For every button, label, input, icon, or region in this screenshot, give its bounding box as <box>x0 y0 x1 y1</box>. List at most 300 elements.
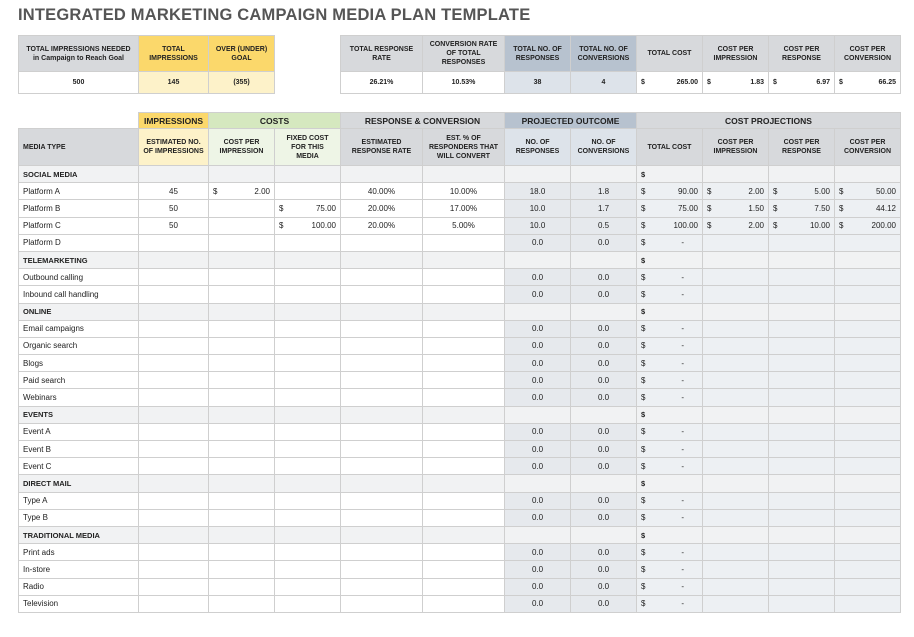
est-convert-cell[interactable] <box>423 441 505 458</box>
no-conversions-cell: 0.0 <box>571 286 637 303</box>
section-cell <box>835 406 901 423</box>
no-responses-cell: 0.0 <box>505 458 571 475</box>
table-row <box>19 234 901 251</box>
fixed-cost-cell[interactable] <box>275 492 341 509</box>
section-cell <box>703 251 769 268</box>
currency-symbol: $ <box>641 238 646 248</box>
section-cell <box>505 251 571 268</box>
section-cell <box>139 166 209 183</box>
section-cell <box>769 251 835 268</box>
amount: 100.00 <box>311 221 336 231</box>
no-responses-cell: 0.0 <box>505 595 571 612</box>
est-impressions-cell[interactable] <box>139 269 209 286</box>
media-type-cell: Platform B <box>19 200 139 217</box>
amount: 10.00 <box>809 221 830 231</box>
currency-symbol: $ <box>641 410 646 420</box>
total-cost-cell <box>637 423 703 440</box>
est-convert-cell[interactable] <box>423 389 505 406</box>
media-type-cell: Inbound call handling <box>19 286 139 303</box>
est-impressions-cell[interactable] <box>139 355 209 372</box>
est-impressions-cell[interactable] <box>139 561 209 578</box>
fixed-cost-cell[interactable] <box>275 544 341 561</box>
total-cost-cell <box>637 234 703 251</box>
est-response-rate-cell[interactable] <box>341 595 423 612</box>
summary-header-cost-per-response: COST PER RESPONSE <box>769 36 835 72</box>
fixed-cost-cell[interactable] <box>275 337 341 354</box>
proj-cost-response-cell <box>769 320 835 337</box>
fixed-cost-cell[interactable] <box>275 217 341 234</box>
fixed-cost-cell[interactable] <box>275 355 341 372</box>
table-row <box>19 320 901 337</box>
fixed-cost-cell[interactable] <box>275 286 341 303</box>
table-row <box>19 389 901 406</box>
no-responses-cell: 0.0 <box>505 286 571 303</box>
group-projected-outcome: PROJECTED OUTCOME <box>505 113 637 129</box>
no-responses-cell: 0.0 <box>505 389 571 406</box>
section-cell <box>275 526 341 543</box>
est-convert-cell[interactable]: 5.00% <box>423 217 505 234</box>
est-convert-cell[interactable] <box>423 337 505 354</box>
currency-symbol: $ <box>641 358 646 368</box>
no-responses-cell: 10.0 <box>505 200 571 217</box>
est-impressions-cell[interactable]: 45 <box>139 183 209 200</box>
cost-per-impression-cell[interactable] <box>209 561 275 578</box>
currency-symbol: $ <box>641 582 646 592</box>
amount: 100.00 <box>673 221 698 231</box>
est-impressions-cell[interactable] <box>139 509 209 526</box>
currency-symbol: $ <box>773 203 778 213</box>
summary-table <box>18 35 901 94</box>
proj-cost-response-cell <box>769 458 835 475</box>
currency-symbol: $ <box>839 186 844 196</box>
group-costs: COSTS <box>209 113 341 129</box>
cost-per-impression-cell[interactable] <box>209 423 275 440</box>
est-impressions-cell[interactable] <box>139 320 209 337</box>
cost-per-impression-cell[interactable] <box>209 509 275 526</box>
est-convert-cell[interactable] <box>423 544 505 561</box>
media-type-cell: Event C <box>19 458 139 475</box>
proj-cost-conversion-cell <box>835 441 901 458</box>
fixed-cost-cell[interactable] <box>275 183 341 200</box>
amount: - <box>681 324 684 334</box>
proj-cost-conversion-cell <box>835 355 901 372</box>
proj-cost-impression-cell <box>703 200 769 217</box>
summary-total-cost-amount: 265.00 <box>676 79 698 86</box>
est-response-rate-cell[interactable] <box>341 269 423 286</box>
section-cell <box>341 526 423 543</box>
no-conversions-cell: 1.7 <box>571 200 637 217</box>
total-cost-cell <box>637 509 703 526</box>
no-conversions-cell: 0.0 <box>571 337 637 354</box>
no-responses-cell: 0.0 <box>505 423 571 440</box>
currency-symbol: $ <box>641 203 646 213</box>
est-convert-cell[interactable] <box>423 561 505 578</box>
est-impressions-cell[interactable]: 50 <box>139 200 209 217</box>
table-row <box>19 355 901 372</box>
section-cell <box>423 475 505 492</box>
summary-value-total-impressions: 145 <box>139 72 209 94</box>
section-cell <box>505 475 571 492</box>
est-response-rate-cell[interactable] <box>341 423 423 440</box>
fixed-cost-cell[interactable] <box>275 269 341 286</box>
est-response-rate-cell[interactable] <box>341 234 423 251</box>
summary-value-conversion-rate: 10.53% <box>423 72 505 94</box>
est-response-rate-cell[interactable] <box>341 509 423 526</box>
est-convert-cell[interactable] <box>423 234 505 251</box>
proj-cost-conversion-cell <box>835 286 901 303</box>
est-impressions-cell[interactable] <box>139 423 209 440</box>
fixed-cost-cell[interactable] <box>275 389 341 406</box>
cost-per-impression-cell[interactable] <box>209 441 275 458</box>
fixed-cost-cell[interactable] <box>275 509 341 526</box>
section-cell <box>341 251 423 268</box>
amount: - <box>681 444 684 454</box>
fixed-cost-cell[interactable] <box>275 200 341 217</box>
est-response-rate-cell[interactable]: 40.00% <box>341 183 423 200</box>
currency-symbol: $ <box>839 221 844 231</box>
cost-per-impression-cell[interactable] <box>209 578 275 595</box>
est-response-rate-cell[interactable] <box>341 320 423 337</box>
col-proj-cost-impression: COST PER IMPRESSION <box>703 129 769 166</box>
currency-symbol: $ <box>641 255 646 265</box>
cost-per-impression-cell[interactable] <box>209 320 275 337</box>
proj-cost-conversion-cell <box>835 509 901 526</box>
summary-value-total-needed[interactable]: 500 <box>19 72 139 94</box>
section-label: TRADITIONAL MEDIA <box>19 526 139 543</box>
no-conversions-cell: 0.0 <box>571 372 637 389</box>
section-cell <box>209 166 275 183</box>
cost-per-impression-cell[interactable] <box>209 492 275 509</box>
group-response-conversion: RESPONSE & CONVERSION <box>341 113 505 129</box>
currency-symbol: $ <box>641 186 646 196</box>
summary-value-total-conversions: 4 <box>571 72 637 94</box>
est-convert-cell[interactable] <box>423 509 505 526</box>
section-label: ONLINE <box>19 303 139 320</box>
cost-per-impression-cell[interactable] <box>209 183 275 200</box>
no-responses-cell: 0.0 <box>505 561 571 578</box>
col-fixed-cost: FIXED COST FOR THIS MEDIA <box>275 129 341 166</box>
section-cell <box>209 475 275 492</box>
table-row <box>19 509 901 526</box>
est-impressions-cell[interactable] <box>139 458 209 475</box>
est-convert-cell[interactable] <box>423 492 505 509</box>
est-impressions-cell[interactable] <box>139 286 209 303</box>
cost-per-impression-cell[interactable] <box>209 372 275 389</box>
fixed-cost-cell[interactable] <box>275 372 341 389</box>
amount: 90.00 <box>677 186 698 196</box>
table-row <box>19 578 901 595</box>
section-label: DIRECT MAIL <box>19 475 139 492</box>
proj-cost-response-cell <box>769 269 835 286</box>
currency-symbol: $ <box>641 341 646 351</box>
fixed-cost-cell[interactable] <box>275 320 341 337</box>
proj-cost-impression-cell <box>703 217 769 234</box>
cost-per-impression-cell[interactable] <box>209 286 275 303</box>
section-cell <box>505 526 571 543</box>
currency-symbol: $ <box>641 375 646 385</box>
col-no-conversions: NO. OF CONVERSIONS <box>571 129 637 166</box>
section-cell <box>423 303 505 320</box>
no-conversions-cell: 0.0 <box>571 578 637 595</box>
no-responses-cell: 0.0 <box>505 509 571 526</box>
est-impressions-cell[interactable] <box>139 234 209 251</box>
section-cell <box>703 526 769 543</box>
est-response-rate-cell[interactable] <box>341 492 423 509</box>
table-row <box>19 423 901 440</box>
est-convert-cell[interactable] <box>423 320 505 337</box>
summary-value-over-under: (355) <box>209 72 275 94</box>
no-conversions-cell: 0.0 <box>571 595 637 612</box>
proj-cost-impression-cell <box>703 372 769 389</box>
no-conversions-cell: 0.0 <box>571 423 637 440</box>
section-label: SOCIAL MEDIA <box>19 166 139 183</box>
total-cost-cell <box>637 286 703 303</box>
fixed-cost-cell[interactable] <box>275 441 341 458</box>
no-conversions-cell: 0.5 <box>571 217 637 234</box>
section-cell <box>637 475 703 492</box>
cost-per-impression-cell[interactable] <box>209 389 275 406</box>
fixed-cost-cell[interactable] <box>275 595 341 612</box>
currency-symbol: $ <box>773 79 777 86</box>
fixed-cost-cell[interactable] <box>275 578 341 595</box>
currency-symbol: $ <box>279 203 284 213</box>
section-cell <box>769 475 835 492</box>
est-response-rate-cell[interactable] <box>341 355 423 372</box>
proj-cost-conversion-cell <box>835 544 901 561</box>
currency-symbol: $ <box>641 393 646 403</box>
section-cell <box>341 303 423 320</box>
proj-cost-conversion-cell <box>835 595 901 612</box>
est-convert-cell[interactable]: 10.00% <box>423 183 505 200</box>
total-cost-cell <box>637 372 703 389</box>
cost-per-impression-cell[interactable] <box>209 217 275 234</box>
media-type-cell: Type B <box>19 509 139 526</box>
table-row <box>19 441 901 458</box>
media-type-cell: Paid search <box>19 372 139 389</box>
currency-symbol: $ <box>279 221 284 231</box>
table-row <box>19 217 901 234</box>
no-responses-cell: 18.0 <box>505 183 571 200</box>
cost-per-impression-cell[interactable] <box>209 595 275 612</box>
est-convert-cell[interactable] <box>423 286 505 303</box>
est-response-rate-cell[interactable] <box>341 544 423 561</box>
media-type-cell: Webinars <box>19 389 139 406</box>
amount: 50.00 <box>875 186 896 196</box>
currency-symbol: $ <box>641 547 646 557</box>
currency-symbol: $ <box>641 307 646 317</box>
proj-cost-conversion-cell <box>835 423 901 440</box>
cost-per-impression-cell[interactable] <box>209 234 275 251</box>
amount: 7.50 <box>814 203 830 213</box>
currency-symbol: $ <box>641 444 646 454</box>
section-cell <box>275 406 341 423</box>
cost-per-impression-cell[interactable] <box>209 355 275 372</box>
amount: 75.00 <box>677 203 698 213</box>
est-impressions-cell[interactable] <box>139 441 209 458</box>
est-response-rate-cell[interactable] <box>341 578 423 595</box>
est-impressions-cell[interactable] <box>139 372 209 389</box>
est-response-rate-cell[interactable] <box>341 561 423 578</box>
cost-per-impression-cell[interactable] <box>209 544 275 561</box>
table-row <box>19 372 901 389</box>
est-response-rate-cell[interactable] <box>341 458 423 475</box>
currency-symbol: $ <box>707 203 712 213</box>
summary-cpr-amount: 6.97 <box>816 79 830 86</box>
summary-header-total-needed: TOTAL IMPRESSIONS NEEDED in Campaign to Reach Goal <box>19 36 139 72</box>
proj-cost-response-cell <box>769 183 835 200</box>
proj-cost-conversion-cell <box>835 561 901 578</box>
amount: - <box>681 547 684 557</box>
amount: - <box>681 289 684 299</box>
proj-cost-response-cell <box>769 561 835 578</box>
currency-symbol: $ <box>641 530 646 540</box>
cost-per-impression-cell[interactable] <box>209 458 275 475</box>
section-cell <box>275 166 341 183</box>
amount: - <box>681 238 684 248</box>
cost-per-impression-cell[interactable] <box>209 269 275 286</box>
proj-cost-response-cell <box>769 234 835 251</box>
section-cell <box>769 303 835 320</box>
section-cell <box>769 166 835 183</box>
amount: 2.00 <box>254 186 270 196</box>
summary-header-response-rate: TOTAL RESPONSE RATE <box>341 36 423 72</box>
no-conversions-cell: 1.8 <box>571 183 637 200</box>
section-cell <box>571 166 637 183</box>
no-conversions-cell: 0.0 <box>571 509 637 526</box>
total-cost-cell <box>637 355 703 372</box>
proj-cost-response-cell <box>769 544 835 561</box>
proj-cost-conversion-cell <box>835 372 901 389</box>
est-response-rate-cell[interactable] <box>341 372 423 389</box>
no-responses-cell: 0.0 <box>505 578 571 595</box>
section-cell <box>505 303 571 320</box>
est-convert-cell[interactable] <box>423 595 505 612</box>
fixed-cost-cell[interactable] <box>275 423 341 440</box>
summary-header-total-impressions: TOTAL IMPRESSIONS <box>139 36 209 72</box>
currency-symbol: $ <box>773 186 778 196</box>
summary-header-total-responses: TOTAL NO. OF RESPONSES <box>505 36 571 72</box>
section-cell <box>703 406 769 423</box>
col-proj-cost-conversion: COST PER CONVERSION <box>835 129 901 166</box>
proj-cost-impression-cell <box>703 458 769 475</box>
summary-header-cost-per-impression: COST PER IMPRESSION <box>703 36 769 72</box>
no-conversions-cell: 0.0 <box>571 458 637 475</box>
proj-cost-conversion-cell <box>835 320 901 337</box>
media-type-cell: Blogs <box>19 355 139 372</box>
media-type-cell: Television <box>19 595 139 612</box>
no-responses-cell: 0.0 <box>505 234 571 251</box>
est-response-rate-cell[interactable] <box>341 389 423 406</box>
est-convert-cell[interactable] <box>423 355 505 372</box>
proj-cost-impression-cell <box>703 441 769 458</box>
est-convert-cell[interactable] <box>423 458 505 475</box>
amount: - <box>681 461 684 471</box>
col-est-response-rate: ESTIMATED RESPONSE RATE <box>341 129 423 166</box>
est-impressions-cell[interactable] <box>139 492 209 509</box>
section-cell <box>423 526 505 543</box>
est-response-rate-cell[interactable] <box>341 441 423 458</box>
summary-cpi-amount: 1.83 <box>750 79 764 86</box>
table-row <box>19 286 901 303</box>
proj-cost-conversion-cell <box>835 217 901 234</box>
est-impressions-cell[interactable] <box>139 337 209 354</box>
summary-value-cost-per-conversion <box>835 72 901 94</box>
col-est-impressions: ESTIMATED NO. OF IMPRESSIONS <box>139 129 209 166</box>
est-impressions-cell[interactable] <box>139 595 209 612</box>
est-response-rate-cell[interactable]: 20.00% <box>341 217 423 234</box>
section-cell <box>209 251 275 268</box>
table-row <box>19 458 901 475</box>
section-cell <box>637 303 703 320</box>
est-response-rate-cell[interactable] <box>341 286 423 303</box>
total-cost-cell <box>637 578 703 595</box>
page-title: INTEGRATED MARKETING CAMPAIGN MEDIA PLAN TEMPLATE <box>18 6 531 24</box>
no-conversions-cell: 0.0 <box>571 544 637 561</box>
est-convert-cell[interactable] <box>423 372 505 389</box>
est-impressions-cell[interactable] <box>139 389 209 406</box>
proj-cost-impression-cell <box>703 578 769 595</box>
section-cell <box>423 406 505 423</box>
amount: - <box>681 358 684 368</box>
proj-cost-conversion-cell <box>835 200 901 217</box>
amount: - <box>681 427 684 437</box>
est-convert-cell[interactable] <box>423 423 505 440</box>
est-convert-cell[interactable]: 17.00% <box>423 200 505 217</box>
amount: - <box>681 341 684 351</box>
group-cost-projections: COST PROJECTIONS <box>637 113 901 129</box>
est-impressions-cell[interactable] <box>139 544 209 561</box>
cost-per-impression-cell[interactable] <box>209 200 275 217</box>
proj-cost-conversion-cell <box>835 234 901 251</box>
no-responses-cell: 0.0 <box>505 337 571 354</box>
proj-cost-response-cell <box>769 578 835 595</box>
section-cell <box>341 166 423 183</box>
section-cell <box>505 406 571 423</box>
total-cost-cell <box>637 458 703 475</box>
section-cell <box>703 475 769 492</box>
est-impressions-cell[interactable]: 50 <box>139 217 209 234</box>
est-convert-cell[interactable] <box>423 578 505 595</box>
cost-per-impression-cell[interactable] <box>209 337 275 354</box>
media-type-cell: Platform A <box>19 183 139 200</box>
currency-symbol: $ <box>641 169 646 179</box>
section-cell <box>571 303 637 320</box>
currency-symbol: $ <box>707 221 712 231</box>
summary-header-over-under: OVER (UNDER) GOAL <box>209 36 275 72</box>
section-cell <box>703 303 769 320</box>
amount: - <box>681 375 684 385</box>
currency-symbol: $ <box>641 324 646 334</box>
est-response-rate-cell[interactable] <box>341 337 423 354</box>
est-convert-cell[interactable] <box>423 269 505 286</box>
fixed-cost-cell[interactable] <box>275 234 341 251</box>
section-cell <box>571 475 637 492</box>
proj-cost-response-cell <box>769 389 835 406</box>
section-cell <box>703 166 769 183</box>
proj-cost-conversion-cell <box>835 389 901 406</box>
est-impressions-cell[interactable] <box>139 578 209 595</box>
table-row <box>19 337 901 354</box>
section-cell <box>423 166 505 183</box>
fixed-cost-cell[interactable] <box>275 458 341 475</box>
section-cell <box>423 251 505 268</box>
section-cell <box>275 475 341 492</box>
fixed-cost-cell[interactable] <box>275 561 341 578</box>
est-response-rate-cell[interactable]: 20.00% <box>341 200 423 217</box>
currency-symbol: $ <box>641 564 646 574</box>
section-cell <box>835 251 901 268</box>
section-cell <box>835 526 901 543</box>
